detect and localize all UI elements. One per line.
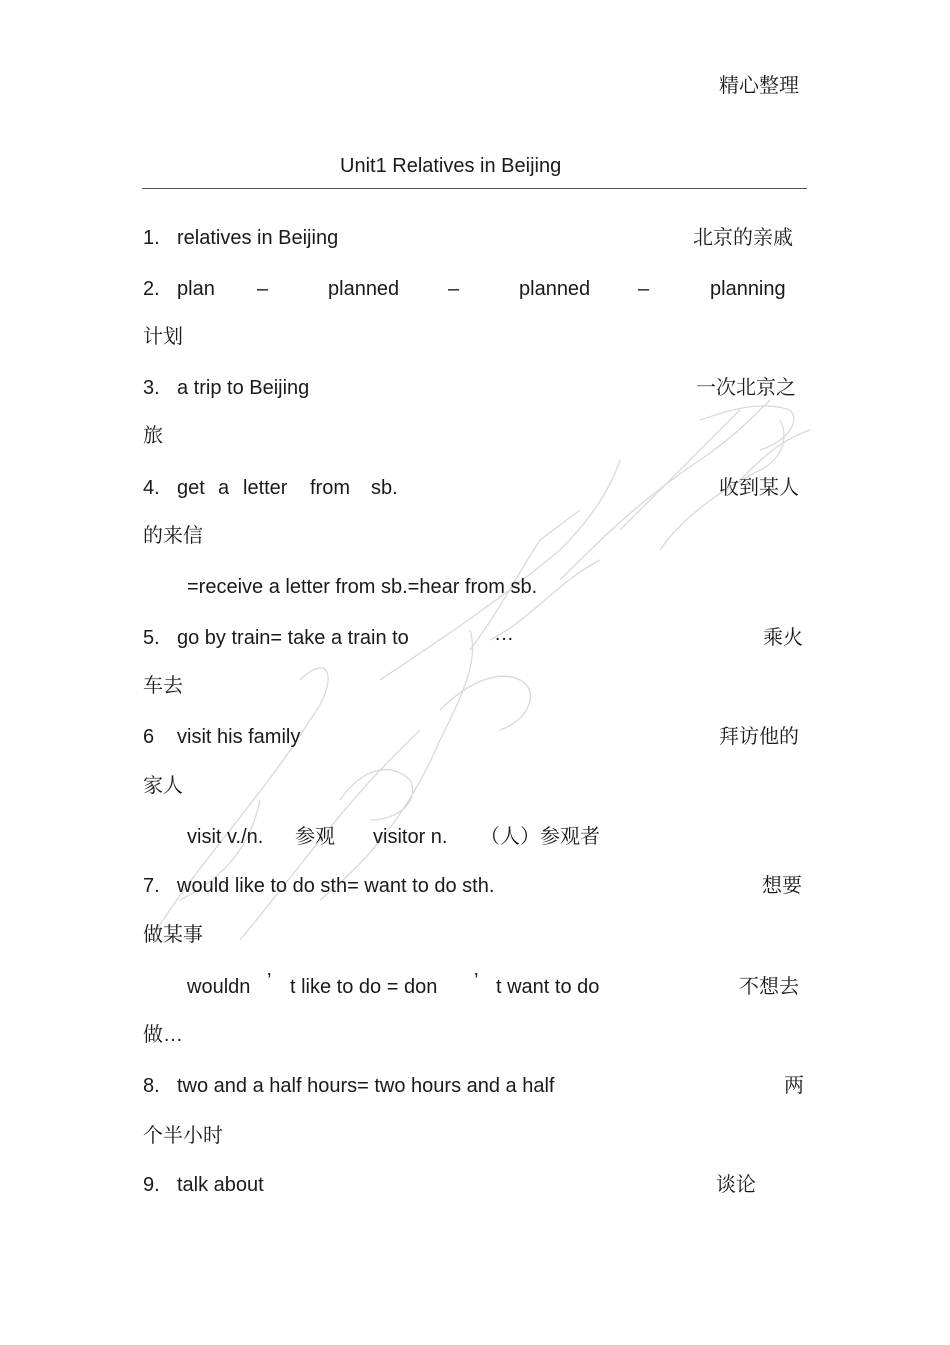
item-english: two and a half hours= two hours and a half <box>177 1075 555 1097</box>
item-number: 4. <box>143 477 160 499</box>
item-note-chinese-continued: 做… <box>143 1024 183 1046</box>
item-note-part: wouldn <box>187 976 251 998</box>
item-note-part: visitor n. <box>373 826 448 848</box>
item-english-part: – <box>257 278 269 300</box>
item-english-part: sb. <box>371 477 398 499</box>
item-english-part: letter <box>243 477 288 499</box>
item-chinese: 谈论 <box>716 1174 756 1196</box>
item-number: 3. <box>143 377 160 399</box>
item-english-part: – <box>448 278 460 300</box>
item-chinese: 乘火 <box>763 627 803 649</box>
item-english: visit his family <box>177 726 301 748</box>
item-chinese: 北京的亲戚 <box>693 227 793 249</box>
item-note-part: 参观 <box>295 826 335 848</box>
item-note-part: （人）参观者 <box>480 826 600 848</box>
item-number: 2. <box>143 278 160 300</box>
item-note-part: ’ <box>267 970 272 992</box>
item-english: relatives in Beijing <box>177 227 339 249</box>
item-chinese: 收到某人 <box>719 477 799 499</box>
item-number: 1. <box>143 227 160 249</box>
item-number: 5. <box>143 627 160 649</box>
item-chinese-continued: 的来信 <box>143 525 203 547</box>
item-chinese: 计划 <box>143 326 183 348</box>
item-note-part: ’ <box>474 970 479 992</box>
item-number: 6 <box>143 726 155 748</box>
item-note-chinese: 不想去 <box>739 976 799 998</box>
item-english: talk about <box>177 1174 264 1196</box>
item-note: =receive a letter from sb.=hear from sb. <box>187 576 538 598</box>
item-chinese-continued: 旅 <box>143 425 163 447</box>
item-english-part: planning <box>710 278 786 300</box>
item-chinese: 一次北京之 <box>696 377 796 399</box>
item-number: 9. <box>143 1174 160 1196</box>
page-title: Unit1 Relatives in Beijing <box>340 155 562 177</box>
item-chinese: 拜访他的 <box>719 726 799 748</box>
title-divider <box>142 188 807 189</box>
item-chinese-continued: 个半小时 <box>143 1125 223 1147</box>
item-chinese: 两 <box>784 1075 804 1097</box>
item-chinese-continued: 做某事 <box>143 924 203 946</box>
item-english-part: from <box>310 477 350 499</box>
item-english-part: planned <box>328 278 400 300</box>
item-english-part: – <box>638 278 650 300</box>
item-english: go by train= take a train to <box>177 627 409 649</box>
header-note: 精心整理 <box>719 75 799 97</box>
item-note-part: t want to do <box>496 976 600 998</box>
item-note-part: visit v./n. <box>187 826 264 848</box>
item-number: 7. <box>143 875 160 897</box>
item-chinese-continued: 家人 <box>143 775 183 797</box>
item-chinese-continued: 车去 <box>143 675 183 697</box>
item-number: 8. <box>143 1075 160 1097</box>
item-english-part: plan <box>177 278 215 300</box>
item-english-part: a <box>218 477 230 499</box>
item-english: a trip to Beijing <box>177 377 310 399</box>
item-english-part: planned <box>519 278 591 300</box>
item-ellipsis: … <box>494 623 514 645</box>
item-english-part: get <box>177 477 205 499</box>
item-note-part: t like to do = don <box>290 976 438 998</box>
item-chinese: 想要 <box>762 875 802 897</box>
item-english: would like to do sth= want to do sth. <box>177 875 495 897</box>
